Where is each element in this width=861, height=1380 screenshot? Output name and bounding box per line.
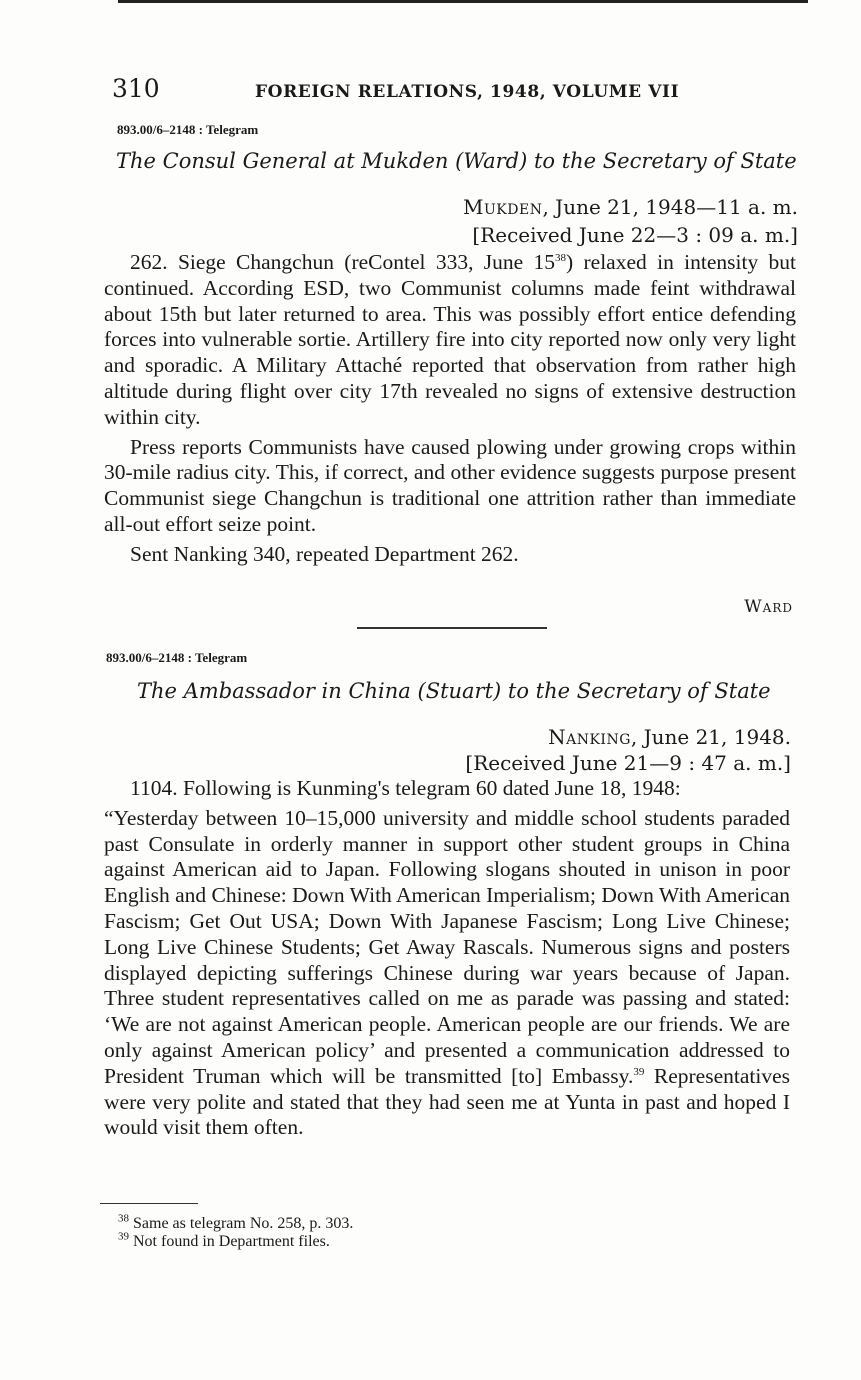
doc1-dateline <box>463 195 798 219</box>
doc2-p2-text-a: “Yesterday between 10–15,000 university and middle school students paraded past Consulate in orderly manner in support other student groups in China against American aid to Japan. Following slogans shouted in unison in poor English and Chinese: Down With American Imperialism; Down With American Fascism; Get Out USA; Down With Japanese Fascism; Long Live Chinese; Long Live Chinese Students; Get Away Rascals. Numerous signs and posters displayed depicting sufferings Chinese during war years because of Japan. Three student representatives called on me as parade was passing and stated: ‘We are not against American people. American people are our friends. We are only against American policy’ and presented a communication addressed to President Truman which will be transmitted [to] Embassy. <box>104 805 790 1088</box>
doc1-paragraph-1 <box>104 250 796 431</box>
doc2-file-ref: 893.00/6–2148 : Telegram <box>106 650 248 665</box>
doc1-file-ref: 893.00/6–2148 : Telegram <box>117 122 259 137</box>
doc1-received: [Received June 22—3 : 09 a. m.] <box>472 223 798 247</box>
doc1-p1-text-b: ) relaxed in intensity but continued. According ESD, two Communist columns made feint withdrawal about 15th but later returned to area. This was possibly effort entice defending forces into vulnerable sortie. Artillery fire into city reported now only very light and sporadic. A Military Attaché reported that observation from rather high altitude during flight over city 17th revealed no signs of extensive destruction within city. <box>104 250 796 429</box>
footnote-38 <box>118 1212 354 1233</box>
doc2-place: Nanking <box>548 725 631 749</box>
footnote-ref-39: 39 <box>633 1065 645 1078</box>
doc2-paragraph-1: 1104. Following is Kunming's telegram 60 dated June 18, 1948: <box>130 776 681 800</box>
doc1-place: Mukden <box>463 195 543 219</box>
footnote-mark: 39 <box>118 1230 129 1243</box>
section-separator <box>357 627 547 629</box>
running-head: FOREIGN RELATIONS, 1948, VOLUME VII <box>255 82 680 102</box>
doc1-paragraph-3: Sent Nanking 340, repeated Department 262. <box>130 541 519 566</box>
footnote-mark: 38 <box>118 1212 129 1225</box>
doc1-p1-text-a: 262. Siege Changchun (reContel 333, June 15 <box>130 250 556 274</box>
doc1-date: , June 21, 1948—11 a. m. <box>542 195 798 219</box>
doc2-body <box>104 776 790 1145</box>
doc1-signature: Ward <box>744 597 793 617</box>
doc1-body <box>104 250 796 572</box>
doc2-date: , June 21, 1948. <box>630 725 791 749</box>
doc2-paragraph-2 <box>104 806 790 1141</box>
doc2-p2-text-b: Representatives were very polite and stated that they had seen me at Yunta in past and hoped I would visit them often. <box>104 1063 790 1140</box>
page-header <box>112 74 802 110</box>
footnote-ref-38: 38 <box>555 251 567 264</box>
footnotes <box>118 1212 354 1251</box>
doc2-dateline <box>548 725 791 749</box>
doc2-title: The Ambassador in China (Stuart) to the Secretary of State <box>137 679 771 703</box>
footnote-text: Not found in Department files. <box>133 1233 330 1250</box>
footnote-text: Same as telegram No. 258, p. 303. <box>133 1215 354 1232</box>
top-border-rule <box>118 0 808 3</box>
doc1-title: The Consul General at Mukden (Ward) to the Secretary of State <box>116 149 797 173</box>
doc2-received: [Received June 21—9 : 47 a. m.] <box>465 751 791 775</box>
doc1-paragraph-2: Press reports Communists have caused plowing under growing crops within 30-mile radius city. This, if correct, and other evidence suggests purpose present Communist siege Changchun is traditional one attrition rather than immediate all-out effort seize point. <box>104 434 796 536</box>
page-number: 310 <box>112 74 160 103</box>
footnote-39 <box>118 1230 353 1251</box>
footnote-rule <box>100 1203 198 1204</box>
